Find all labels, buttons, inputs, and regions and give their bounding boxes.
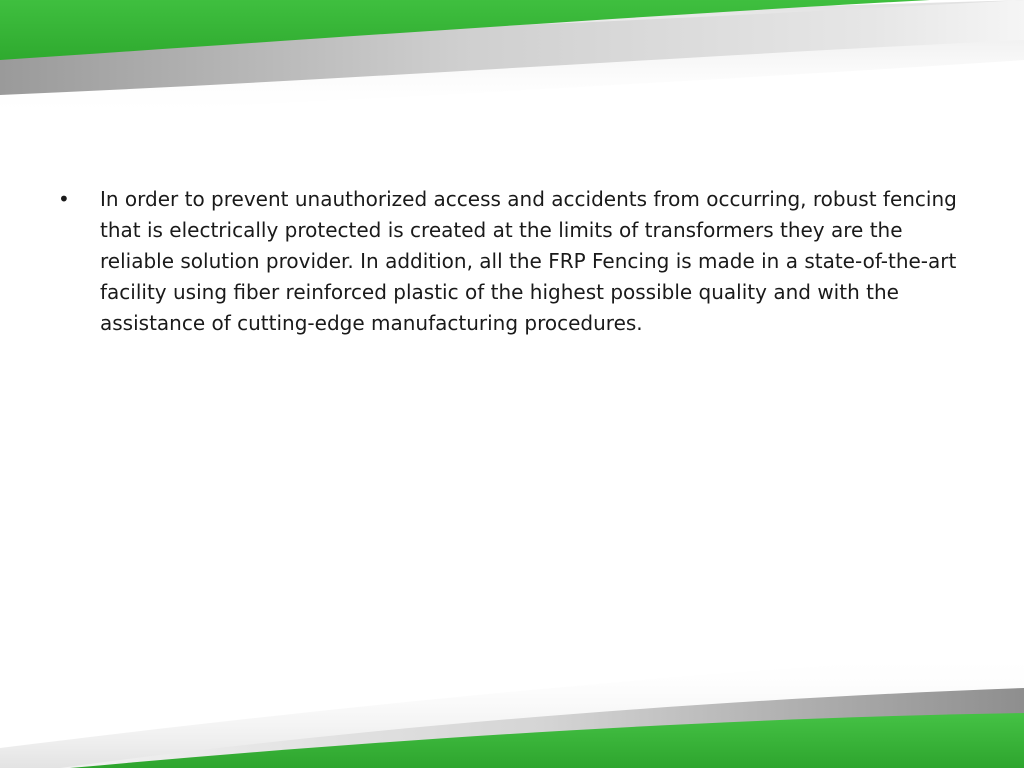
bullet-item <box>58 184 968 339</box>
top-swoosh-decoration <box>0 0 1024 130</box>
bullet-text: In order to prevent unauthorized access and accidents from occurring, robust fencing that is electrically protected is created at the limits of transformers they are the reliable solution provider. In addition, all the FRP Fencing is made in a state-of-the-art facility using fiber reinforced plastic of the highest possible quality and with the assistance of cutting-edge manufacturing procedures. <box>100 187 957 335</box>
bottom-swoosh-decoration <box>0 628 1024 768</box>
bullet-marker: • <box>58 187 70 211</box>
bullet-list <box>58 184 968 339</box>
slide-body <box>58 184 968 339</box>
